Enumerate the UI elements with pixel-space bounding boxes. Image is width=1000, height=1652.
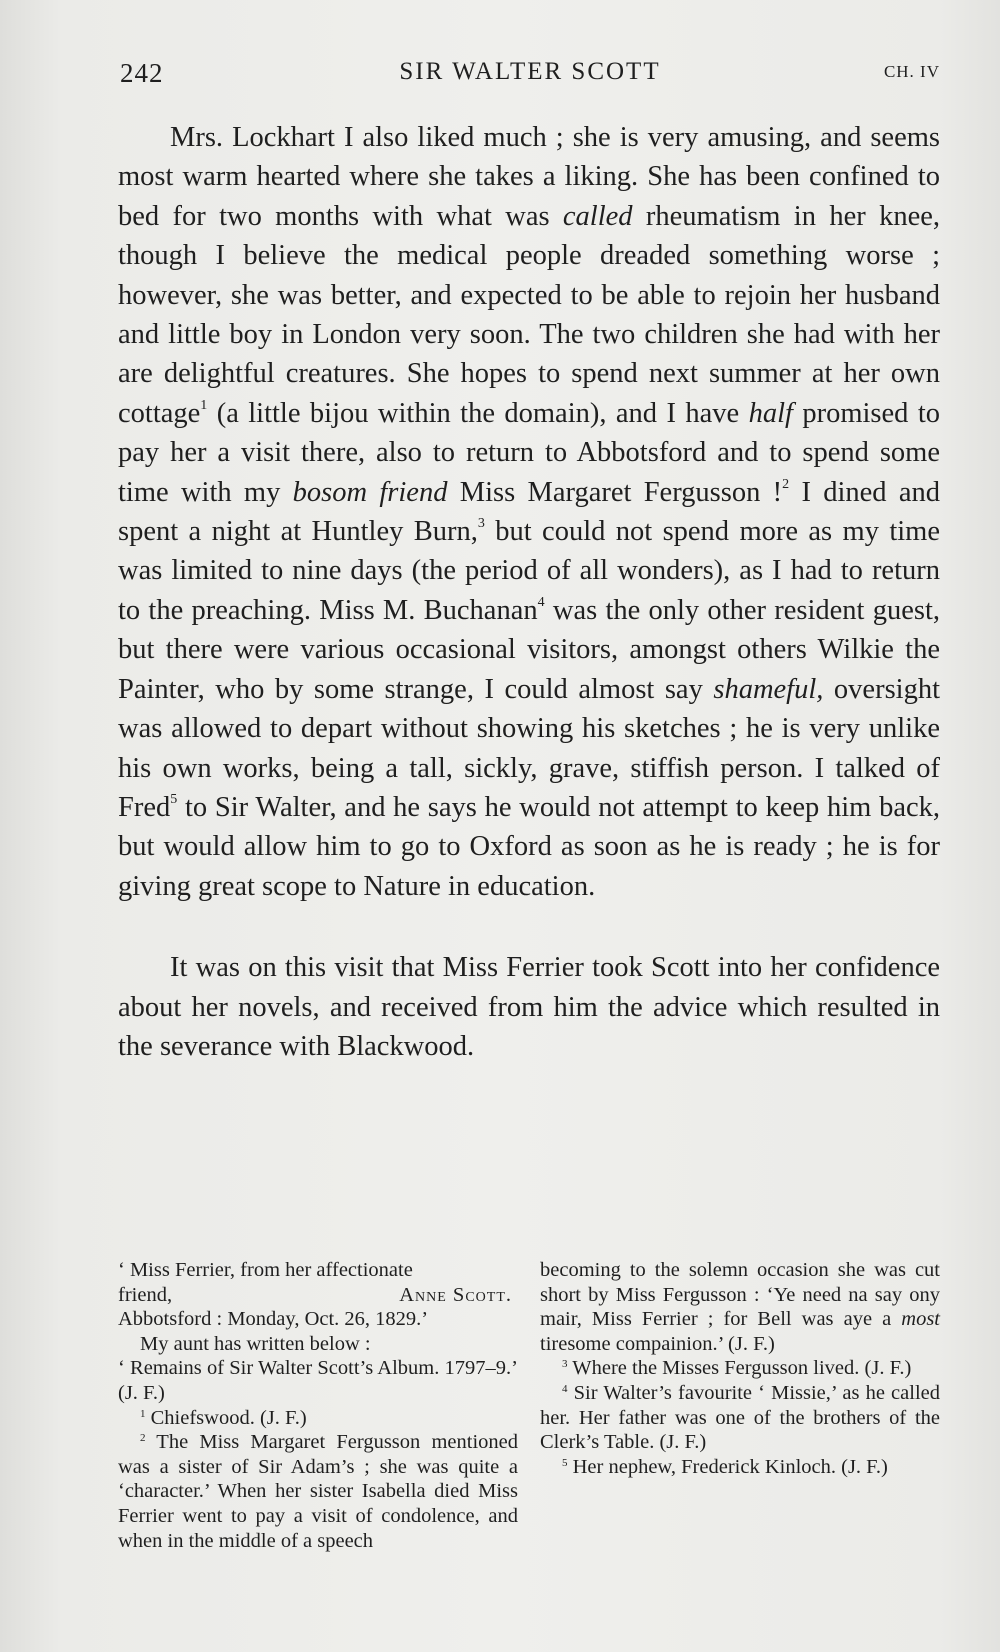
text-run: was the only other resident guest, but there were various occasional visitors, amongst others Wilkie the Painter, who by some strange, I could almost say bbox=[118, 594, 940, 705]
footnote-3 bbox=[540, 1356, 940, 1381]
footnote-1 bbox=[118, 1406, 518, 1431]
footnotes-right-column bbox=[540, 1258, 940, 1553]
italic-run: shameful, bbox=[713, 673, 824, 705]
footnote-ref: 3 bbox=[477, 516, 485, 532]
running-title: SIR WALTER SCOTT bbox=[399, 58, 661, 85]
signature-place: Abbotsford : Monday, Oct. 26, 1829.’ bbox=[118, 1308, 429, 1331]
footnote-text: becoming to the solemn occasion she was cut short by Miss Fergusson : ‘Ye need na say ony mair, Miss Ferrier ; for Bell was aye a bbox=[540, 1259, 940, 1331]
signature-line: ‘ Miss Ferrier, from her affectionate bbox=[118, 1259, 413, 1281]
aunt-note: My aunt has written below : bbox=[140, 1332, 371, 1355]
chapter-label: CH. IV bbox=[883, 62, 940, 81]
text-run: oversight was allowed to depart without showing his sketches ; he is very unlike his own works, being a tall, sickly, grave, stiffish person. I talked of Fred bbox=[118, 673, 940, 823]
footnotes bbox=[118, 1258, 940, 1553]
text-run: rheumatism in her knee, though I believe the medical people dreaded something worse ; however, she was better, and expected to be able to rejoin her husband and little boy in London very soon. The two children she had with her are delightful creatures. She hopes to spend next summer at her own cottage bbox=[118, 200, 940, 429]
footnote-mark: 4 bbox=[562, 1382, 568, 1395]
footnote-text: Her nephew, Frederick Kinloch. (J. F.) bbox=[567, 1455, 888, 1478]
footnote-text: Where the Misses Fergusson lived. (J. F.) bbox=[567, 1357, 912, 1380]
footnote-text: The Miss Margaret Fergusson mentioned was a sister of Sir Adam’s ; she was quite a ‘character.’ When her sister Isabella died Miss Ferrier went to pay a visit of condolence, and when in the middle of a speech bbox=[118, 1431, 518, 1552]
footnote-ref: 5 bbox=[170, 791, 178, 807]
footnote-mark: 2 bbox=[140, 1432, 146, 1445]
page-number: 242 bbox=[120, 58, 164, 88]
running-head bbox=[120, 58, 940, 98]
footnote-ref: 4 bbox=[537, 594, 545, 610]
footnote-2-continued bbox=[540, 1258, 940, 1356]
footnote-mark: 3 bbox=[562, 1358, 568, 1371]
footnote-mark: 1 bbox=[140, 1407, 146, 1420]
footnote-text: tiresome compainion.’ (J. F.) bbox=[540, 1332, 775, 1355]
italic-run: called bbox=[562, 200, 633, 232]
footnote-mark: 5 bbox=[562, 1456, 568, 1469]
footnote-text: Sir Walter’s favourite ‘ Missie,’ as he called her. Her father was one of the brothers of the Clerk’s Table. (J. F.) bbox=[540, 1381, 940, 1454]
text-run: I dined and spent a night at Huntley Burn, bbox=[118, 476, 940, 548]
text-run: Mrs. Lockhart I also liked much ; she is very amusing, and seems most warm hearted where she takes a liking. She has been confined to bed for two months with what was bbox=[118, 122, 940, 232]
footnote-text: Chiefswood. (J. F.) bbox=[145, 1406, 307, 1429]
italic-run: most bbox=[901, 1308, 940, 1331]
footnote-ref: 2 bbox=[782, 476, 790, 492]
footnote-5 bbox=[540, 1455, 940, 1480]
paragraph-letter bbox=[118, 118, 940, 906]
text-run: (a little bijou within the domain), and I have bbox=[207, 397, 749, 429]
signature-friend: friend, bbox=[118, 1283, 173, 1306]
paragraph-narrative: It was on this visit that Miss Ferrier took Scott into her confidence about her novels, and received from him the advice which resulted in the severance with Blackwood. bbox=[118, 952, 940, 1062]
main-text bbox=[118, 118, 940, 1066]
footnote-4 bbox=[540, 1381, 940, 1455]
text-run: Miss Margaret Fergusson ! bbox=[447, 476, 783, 508]
signature-name-line bbox=[118, 1283, 518, 1308]
text-run: but could not spend more as my time was limited to nine days (the period of all wonders), as I had to return to the preaching. Miss M. Buchanan bbox=[118, 516, 940, 626]
footnote-ref: 1 bbox=[200, 397, 208, 413]
signature-name: Anne Scott. bbox=[399, 1283, 512, 1306]
text-run: to Sir Walter, and he says he would not attempt to keep him back, but would allow him to go to Oxford as soon as he is ready ; he is for giving great scope to Nature in education. bbox=[118, 791, 940, 902]
album-source: ‘ Remains of Sir Walter Scott’s Album. 1797–9.’ (J. F.) bbox=[118, 1357, 518, 1404]
footnotes-left-column bbox=[118, 1258, 518, 1553]
italic-run: bosom friend bbox=[292, 476, 448, 508]
italic-run: half bbox=[748, 397, 793, 429]
text-run: promised to pay her a visit there, also to return to Abbotsford and to spend some time with my bbox=[118, 397, 940, 508]
footnote-2 bbox=[118, 1430, 518, 1553]
